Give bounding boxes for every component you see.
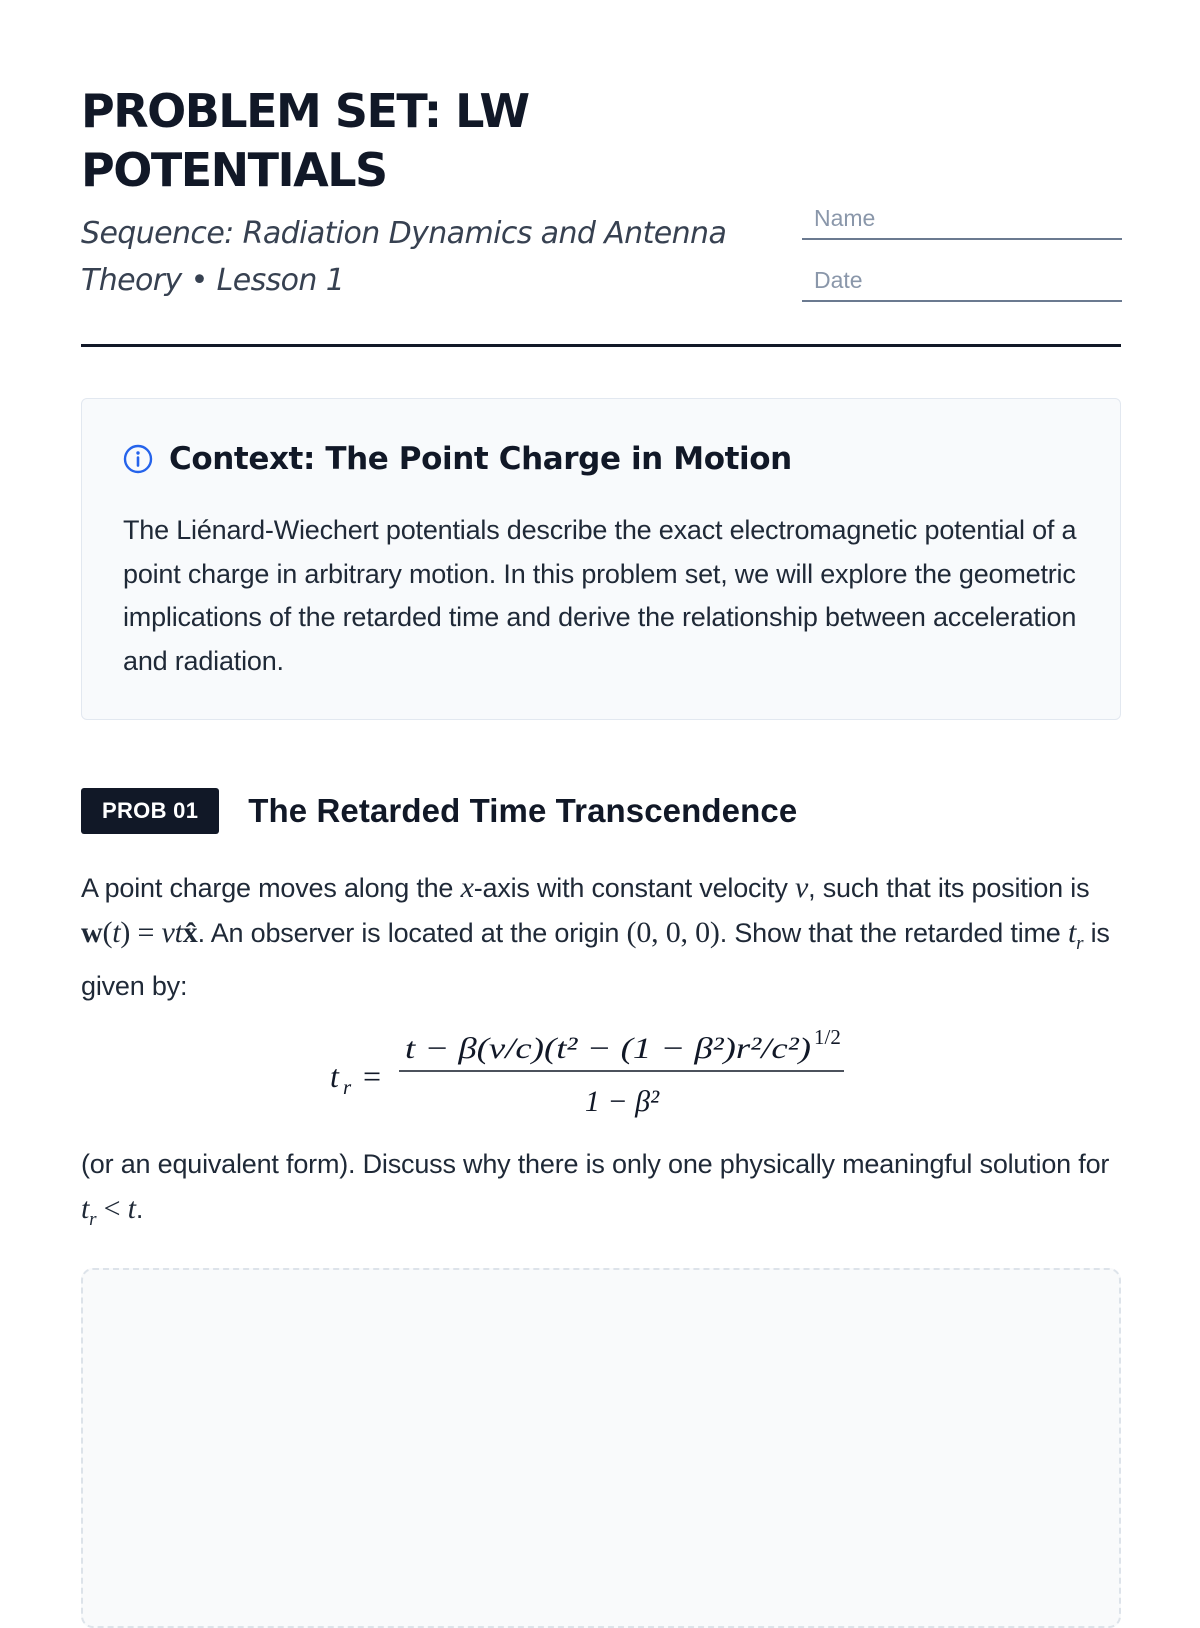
math-sub-r: r	[1076, 932, 1084, 954]
problem-followup	[81, 1143, 1121, 1241]
equation-numerator-exponent: 1/2	[814, 1025, 841, 1049]
context-heading	[123, 441, 792, 477]
math-origin: (0, 0, 0)	[626, 915, 720, 949]
statement-text: is given by:	[81, 917, 1110, 1001]
math-w: w	[81, 915, 103, 949]
followup-text: (or an equivalent form). Discuss why there is only one physically meaningful solution for	[81, 1149, 1110, 1179]
problem-title: The Retarded Time Transcendence	[248, 792, 798, 829]
math-tr	[81, 1191, 97, 1230]
statement-text: , such that its position is	[808, 873, 1090, 903]
math-t: t	[127, 1191, 136, 1225]
problem-heading	[81, 788, 797, 834]
math-v: v	[795, 871, 809, 904]
context-body: The Liénard-Wiechert potentials describe the exact electromagnetic potential of a point charge in arbitrary motion. In this problem set, we will explore the geometric implications of the retarded time and derive the relationship between acceleration and radiation.	[123, 515, 1077, 676]
problem-statement	[81, 866, 1121, 1009]
name-field[interactable]	[802, 198, 1122, 240]
equation-numerator: t − β(v/c)(t² − (1 − β²)r²/c²)	[405, 1032, 812, 1065]
math-paren-eq: ) =	[120, 915, 162, 949]
statement-text: . An observer is located at the origin	[197, 917, 627, 948]
date-field[interactable]	[802, 260, 1122, 302]
statement-text: -axis with constant velocity	[473, 873, 796, 903]
equation-lhs: t	[330, 1058, 339, 1094]
math-t: t	[81, 1191, 90, 1225]
math-sub-r: r	[89, 1208, 97, 1230]
equation-denominator: 1 − β²	[584, 1085, 660, 1118]
page-title: PROBLEM SET: LW POTENTIALS	[81, 84, 529, 197]
math-paren: (	[102, 915, 113, 949]
page-subtitle: Sequence: Radiation Dynamics and Antenna Theory • Lesson 1	[81, 216, 727, 298]
problem-badge: PROB 01	[81, 788, 219, 834]
math-t: t	[112, 915, 121, 949]
math-tr	[1067, 915, 1084, 954]
math-t: t	[1067, 915, 1077, 949]
math-xhat: x̂	[182, 915, 198, 949]
context-box	[81, 398, 1121, 720]
math-vt: vt	[161, 915, 183, 949]
worksheet-header	[81, 0, 1121, 347]
answer-area[interactable]	[81, 1268, 1121, 1628]
math-x: x	[460, 871, 474, 904]
retarded-time-equation	[81, 1016, 1121, 1126]
worksheet-page	[81, 0, 1121, 1230]
statement-text: A point charge moves along the	[81, 873, 461, 903]
followup-text: .	[135, 1193, 144, 1224]
statement-text: . Show that the retarded time	[719, 917, 1068, 948]
equation-equals: =	[363, 1058, 382, 1094]
context-title: Context: The Point Charge in Motion	[169, 441, 792, 477]
info-icon	[123, 444, 153, 474]
equation-lhs-sub: r	[343, 1075, 352, 1099]
math-less-than: <	[96, 1191, 128, 1225]
